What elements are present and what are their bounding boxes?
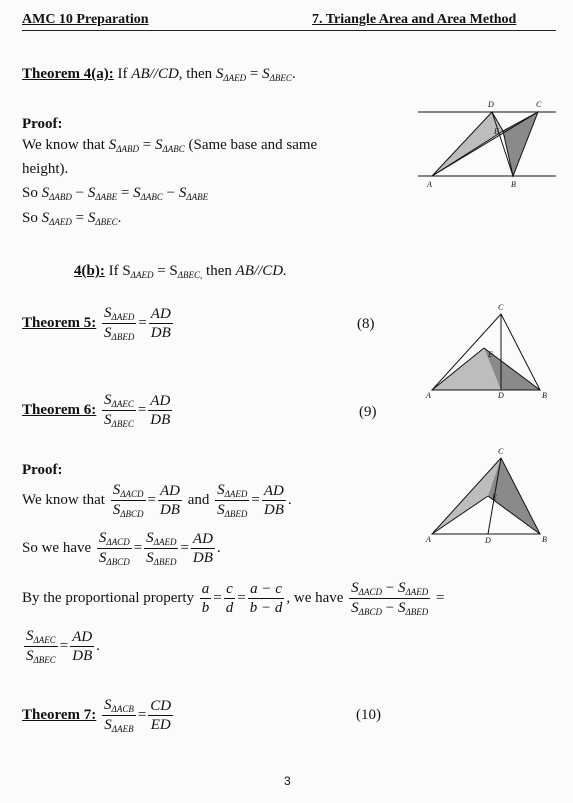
text: We know that: [22, 491, 105, 508]
area-symbol: S: [104, 325, 112, 341]
fraction: [149, 306, 173, 341]
numerator: AD: [150, 393, 171, 409]
label-d: D: [498, 391, 504, 400]
proof-1-label: Proof:: [22, 116, 63, 132]
area-symbol: S: [98, 530, 107, 546]
area-symbol: S: [104, 412, 112, 428]
area-subscript: ΔBEC: [95, 217, 118, 227]
equals: =: [138, 137, 155, 153]
period: .: [117, 210, 122, 226]
area-symbol: S: [262, 66, 270, 82]
area-symbol: S: [351, 600, 359, 616]
fraction: [102, 697, 136, 734]
text: (Same base and same: [184, 137, 318, 153]
area-subscript: ΔBED: [405, 607, 429, 617]
theorem-4b-label: 4(b):: [74, 263, 105, 279]
figure-trapezoid-diagram: [418, 96, 558, 192]
fraction: [148, 393, 172, 428]
area-symbol: S: [104, 717, 112, 733]
area-subscript: ΔAED: [223, 73, 247, 83]
area-subscript: ΔAED: [111, 312, 135, 322]
area-subscript: ΔBEC: [269, 73, 292, 83]
area-subscript: ΔABC: [162, 144, 185, 154]
header-right: 7. Triangle Area and Area Method: [312, 12, 517, 27]
proof-2-line-3: By the proportional property $\frac{a}{b}$ = $\frac{c}{d}$ = $\frac{a - c}{b - d}$ , we have $\frac{S_{\Delta ACD} - S_{\Delta AED}}{S_{\Delta BCD} - S_{\Delta BED}}$ =: [22, 580, 445, 617]
area-symbol: S: [217, 482, 225, 498]
label-c: C: [498, 447, 504, 456]
area-subscript: ΔBED: [111, 332, 135, 342]
area-subscript: ΔACD: [358, 587, 382, 597]
equals: =: [117, 185, 134, 201]
minus: −: [162, 185, 179, 201]
area-symbol: S: [154, 137, 163, 153]
denominator: DB: [72, 648, 93, 664]
area-symbol: S: [104, 697, 112, 713]
area-symbol: S: [146, 550, 154, 566]
proof-2-line-1: We know that $\frac{S_{\Delta ACD}}{S_{\Delta BCD}}$ = $\frac{AD}{DB}$ and $\frac{S_{\Delta AED}}{S_{\Delta BED}}$ = $\frac{AD}{DB}$ .: [22, 482, 292, 519]
area-symbol: S: [98, 550, 107, 566]
denominator: DB: [192, 550, 213, 566]
fraction: [70, 629, 94, 664]
fraction: [248, 581, 285, 616]
area-subscript: ΔAED: [153, 537, 177, 547]
area-subscript: ΔACB: [111, 704, 134, 714]
proof-2-label: Proof:: [22, 462, 63, 478]
label-d: D: [488, 100, 494, 109]
area-subscript: ΔACD: [106, 537, 130, 547]
proof-2-line-4: $\frac{S_{\Delta AEC}}{S_{\Delta BEC}}$ = $\frac{AD}{DB}$ .: [26, 628, 100, 665]
figure-cevian-diagram-1: [418, 300, 558, 400]
denominator: DB: [159, 502, 180, 518]
theorem-6-label: Theorem 6:: [22, 401, 97, 418]
area-subscript: ΔABD: [49, 192, 72, 202]
label-e: E: [494, 127, 499, 136]
area-symbol: S: [133, 185, 141, 201]
fraction: [215, 482, 249, 519]
area-symbol: S: [178, 185, 187, 201]
area-symbol: S: [217, 502, 225, 518]
label-c: C: [498, 303, 504, 312]
area-symbol: S: [112, 482, 121, 498]
equation-number-10: (10): [356, 707, 381, 723]
fraction: [102, 392, 136, 429]
proof-1-line-3: [22, 185, 208, 202]
proof-1-line-4: [22, 210, 121, 227]
theorem-7: Theorem 7: $\frac{S_{\Delta ACB}}{S_{\Delta AEB}}$ = $\frac{CD}{ED}$: [22, 697, 172, 734]
theorem-4a-if: If: [117, 66, 132, 82]
fraction: [224, 581, 236, 616]
area-subscript: ΔBEC: [33, 655, 56, 665]
fraction: [102, 305, 136, 342]
fraction: [148, 698, 173, 733]
text: If S: [104, 263, 131, 279]
denominator: DB: [263, 502, 284, 518]
area-subscript: ΔAED: [405, 587, 429, 597]
page-number: 3: [284, 774, 291, 788]
area-symbol: S: [397, 580, 406, 596]
area-subscript: ΔABC: [140, 192, 163, 202]
numerator: CD: [150, 698, 172, 714]
theorem-4a-then: , then: [178, 66, 216, 82]
area-subscript: ΔBED: [153, 557, 177, 567]
numerator: AD: [192, 531, 213, 547]
text: = S: [153, 263, 178, 279]
minus: −: [71, 185, 88, 201]
text: and: [187, 491, 210, 508]
equation-number-8: (8): [357, 316, 375, 332]
equals: =: [71, 210, 88, 226]
theorem-4a-label: Theorem 4(a):: [22, 66, 114, 82]
label-d: D: [485, 536, 491, 544]
area-symbol: S: [104, 392, 112, 408]
triangle-aed: [432, 112, 503, 176]
area-subscript: ΔBEC: [111, 419, 134, 429]
area-symbol: S: [397, 600, 406, 616]
theorem-4b: [74, 263, 287, 280]
area-subscript: ΔAED: [49, 217, 72, 227]
text: We know that: [22, 137, 109, 153]
area-subscript: ΔBCD: [358, 607, 382, 617]
numerator: AD: [150, 306, 171, 322]
line-ae: [432, 496, 488, 534]
area-symbol: S: [41, 185, 50, 201]
denominator: b − d: [249, 600, 283, 616]
area-subscript: ΔABD: [116, 144, 139, 154]
numerator: AD: [159, 483, 180, 499]
denominator: DB: [150, 412, 171, 428]
label-a: A: [427, 180, 432, 189]
area-subscript: ΔBCD: [120, 509, 144, 519]
figure-cevian-diagram-2: [418, 444, 558, 544]
period: .: [291, 66, 296, 82]
text: By the proportional property: [22, 589, 195, 606]
area-symbol: S: [87, 210, 96, 226]
area-subscript: ΔABE: [186, 192, 209, 202]
area-symbol: S: [112, 502, 121, 518]
fraction: $\frac{S_{\Delta ACD} - S_{\Delta AED}}{S_{\Delta BCD} - S_{\Delta BED}}$: [351, 580, 429, 617]
area-symbol: S: [26, 628, 34, 644]
denominator: DB: [150, 325, 171, 341]
text: So we have: [22, 539, 92, 556]
fraction: [97, 530, 132, 567]
fraction: [158, 483, 182, 518]
area-subscript: ΔAEC: [33, 635, 56, 645]
text: AB//CD.: [235, 263, 287, 279]
area-subscript: ΔAEC: [111, 399, 134, 409]
fraction: [111, 482, 146, 519]
header-rule: [22, 30, 556, 31]
fraction: [200, 581, 212, 616]
area-subscript: ΔBEC,: [177, 270, 203, 280]
area-symbol: S: [351, 580, 359, 596]
text: So: [22, 185, 42, 201]
label-b: B: [542, 535, 547, 544]
text: , we have: [286, 589, 344, 606]
proof-1-line-1: [22, 137, 317, 154]
fraction: [24, 628, 58, 665]
proof-1-line-2: height).: [22, 161, 69, 177]
area-symbol: S: [87, 185, 96, 201]
text: then: [202, 263, 236, 279]
area-symbol: S: [41, 210, 50, 226]
theorem-4a-parallel: AB//CD: [131, 66, 179, 82]
area-symbol: S: [215, 66, 224, 82]
numerator: a − c: [250, 581, 282, 597]
area-symbol: S: [108, 137, 117, 153]
label-b: B: [542, 391, 547, 400]
label-e: E: [492, 493, 497, 502]
numerator: c: [226, 581, 233, 597]
numerator: a: [201, 581, 210, 597]
area-subscript: ΔABE: [95, 192, 118, 202]
area-subscript: ΔAED: [224, 489, 248, 499]
triangle-bec: [503, 112, 538, 176]
area-symbol: S: [26, 648, 34, 664]
theorem-5-label: Theorem 5:: [22, 314, 97, 331]
denominator: b: [201, 600, 210, 616]
area-symbol: S: [146, 530, 154, 546]
numerator: AD: [263, 483, 284, 499]
fraction: [144, 530, 178, 567]
proof-2-line-2: So we have $\frac{S_{\Delta ACD}}{S_{\Delta BCD}}$ = $\frac{S_{\Delta AED}}{S_{\Delta BED}}$ = $\frac{AD}{DB}$ .: [22, 530, 221, 567]
label-b: B: [511, 180, 516, 189]
area-subscript: ΔBCD: [106, 557, 130, 567]
theorem-4a: [22, 66, 296, 83]
area-subscript: ΔAED: [130, 270, 154, 280]
equation-number-9: (9): [359, 404, 377, 420]
area-subscript: ΔAEB: [111, 724, 134, 734]
header-left: AMC 10 Preparation: [22, 12, 149, 27]
theorem-6: Theorem 6: $\frac{S_{\Delta AEC}}{S_{\Delta BEC}}$ = $\frac{AD}{DB}$: [22, 392, 171, 429]
denominator: d: [225, 600, 234, 616]
fraction: [262, 483, 286, 518]
numerator: AD: [72, 629, 93, 645]
text: So: [22, 210, 42, 226]
area-subscript: ΔBED: [224, 509, 248, 519]
theorem-5: Theorem 5: $\frac{S_{\Delta AED}}{S_{\Delta BED}}$ = $\frac{AD}{DB}$: [22, 305, 171, 342]
label-a: A: [426, 535, 431, 544]
label-a: A: [426, 391, 431, 400]
denominator: ED: [150, 717, 171, 733]
label-c: C: [536, 100, 542, 109]
label-e: E: [488, 350, 493, 359]
area-subscript: ΔACD: [120, 489, 144, 499]
theorem-7-label: Theorem 7:: [22, 706, 97, 723]
area-symbol: S: [104, 305, 112, 321]
fraction: [191, 531, 215, 566]
equals: =: [246, 66, 263, 82]
